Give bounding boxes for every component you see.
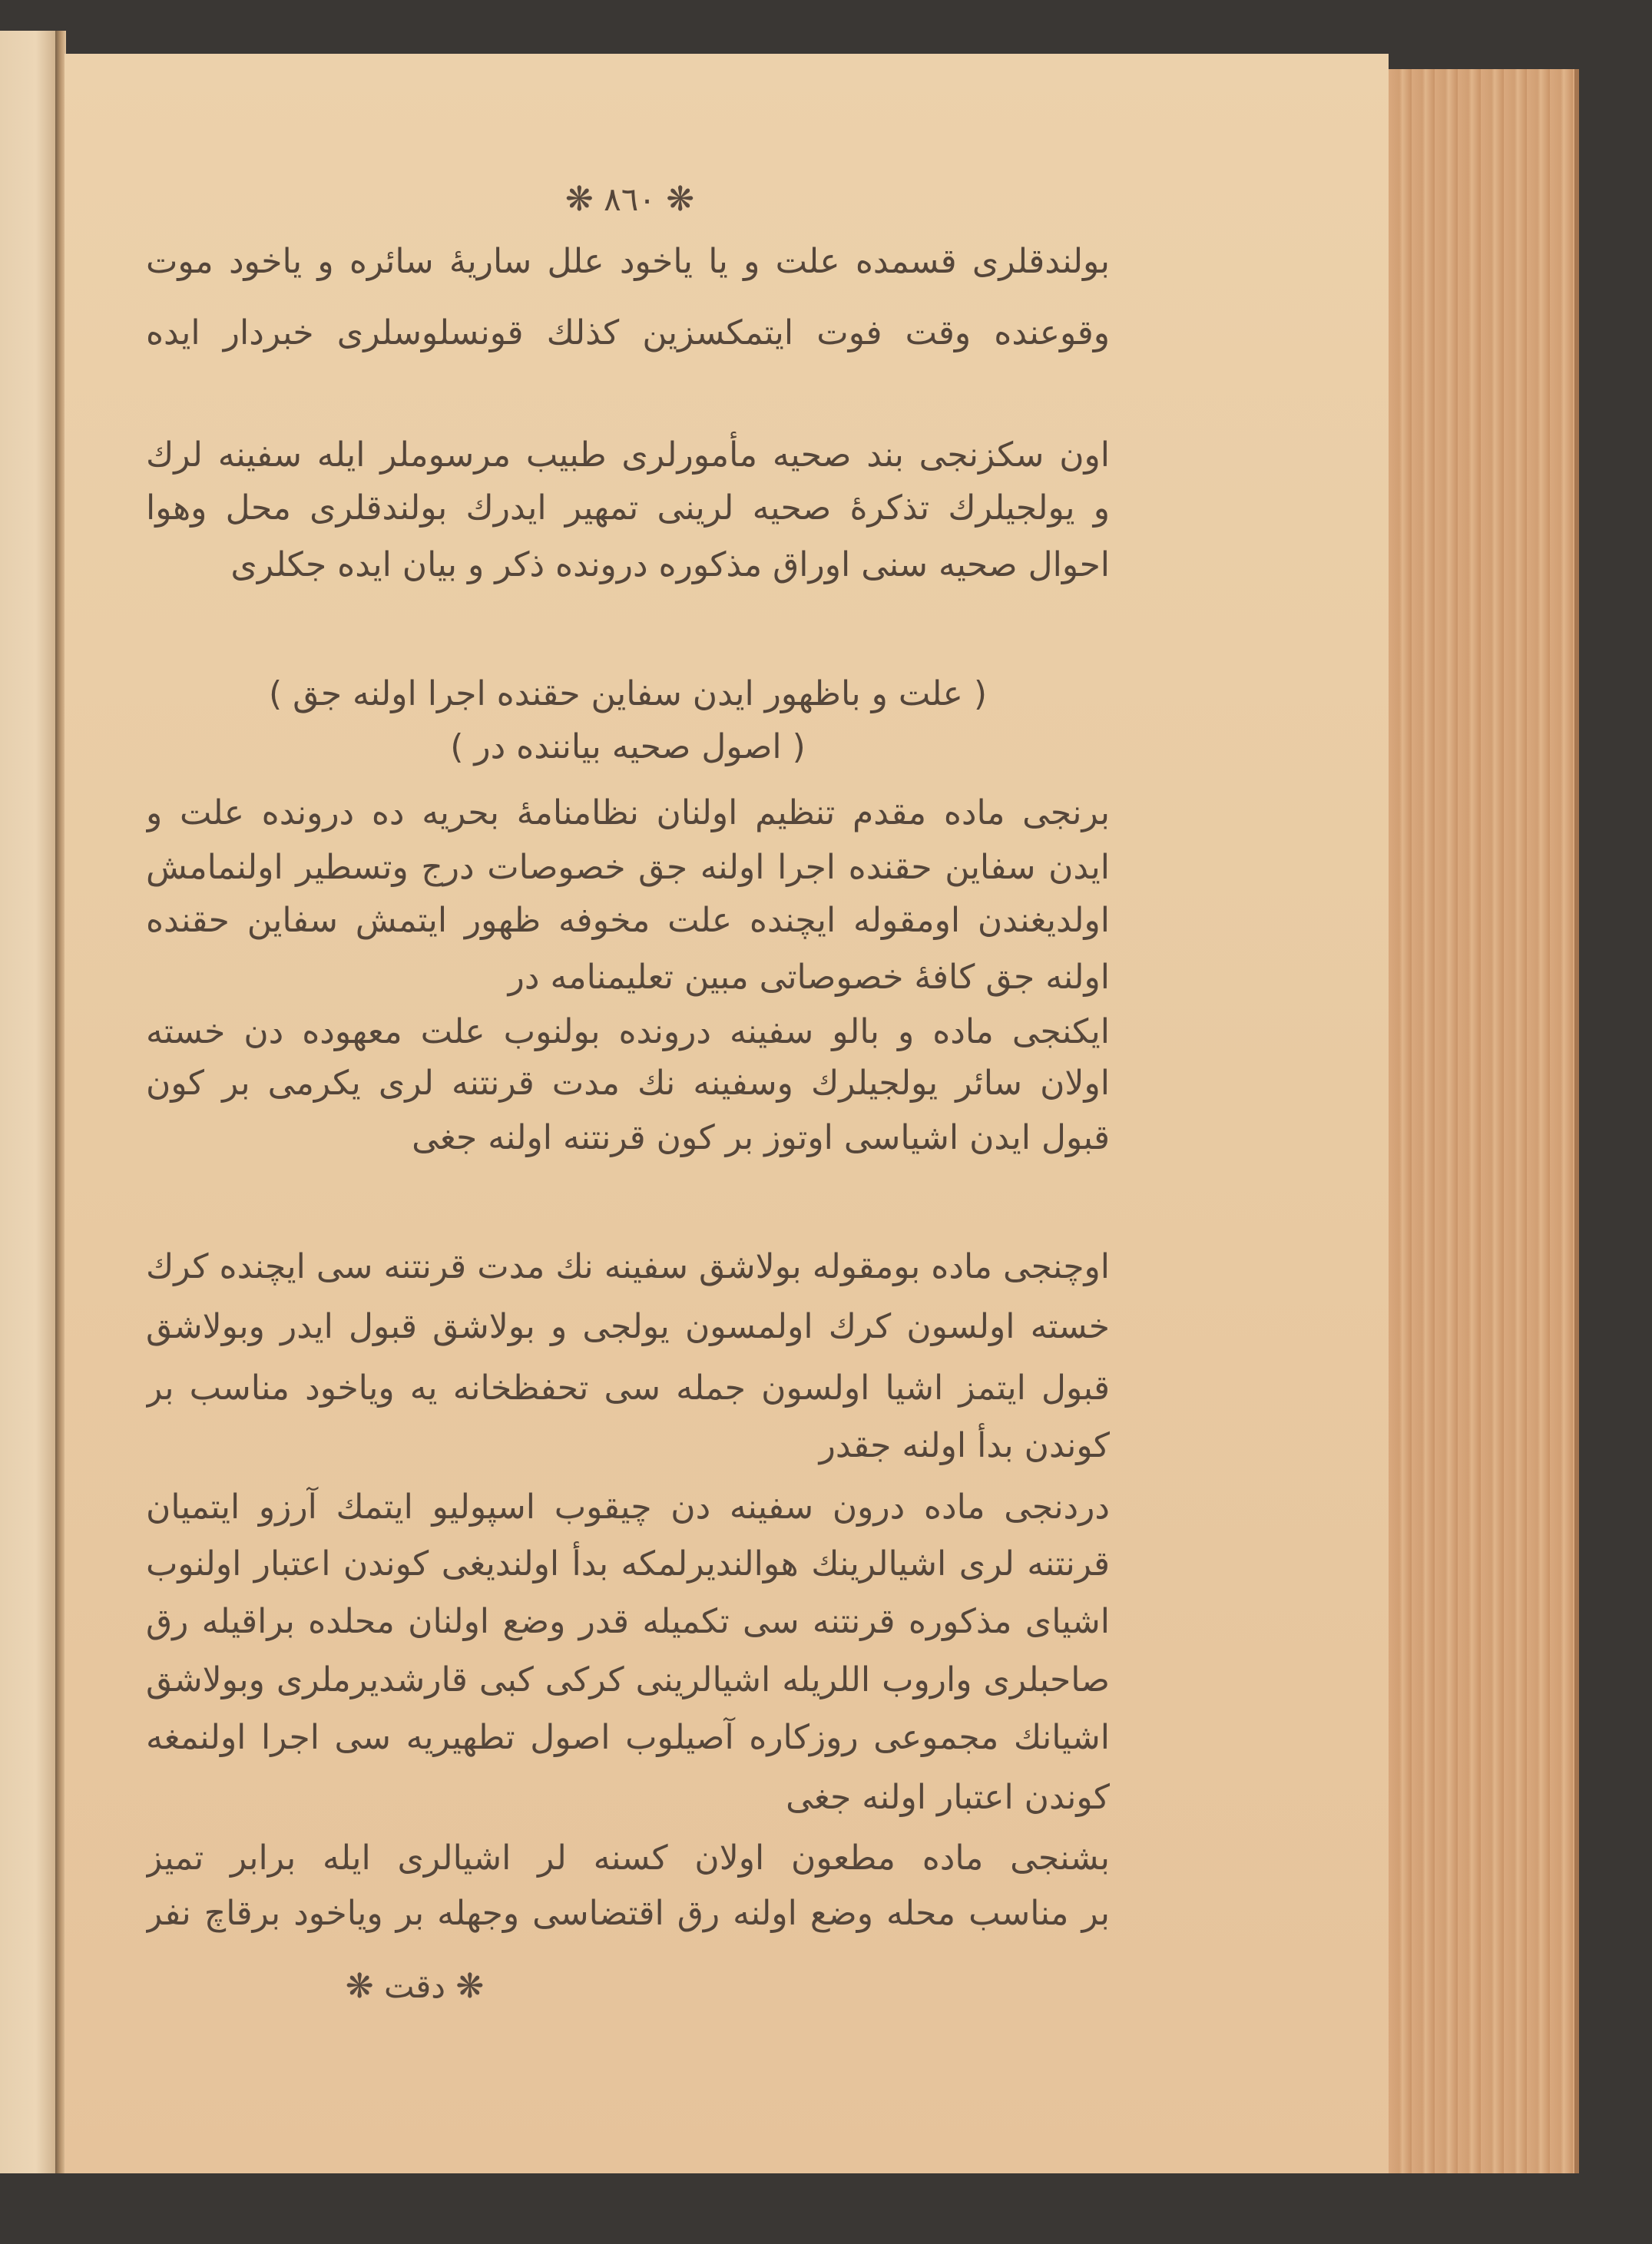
text-line: اولنه جق کافهٔ خصوصاتی مبین تعلیمنامه در <box>508 958 1110 997</box>
text-line: بر مناسب محله وضع اولنه رق اقتضاسی وجهله بر ویاخود برقاچ نفر <box>146 1894 1110 1933</box>
text-line: وقوعنده وقت فوت ایتمکسزین کذلك قونسلوسلری خبردار ایده <box>146 313 1110 352</box>
text-line: خسته اولسون کرك اولمسون یولجی و بولاشق قبول ایدر وبولاشق <box>146 1307 1110 1346</box>
text-line: احوال صحیه سنی اوراق مذکوره درونده ذکر و بیان ایده جکلری <box>230 545 1110 584</box>
text-line: اولدیغندن اومقوله ایچنده علت مخوفه ظهور ایتمش سفاین حقنده <box>146 901 1110 940</box>
text-line: قبول ایتمز اشیا اولسون جمله سی تحفظخانه یه ویاخود مناسب بر <box>146 1369 1110 1408</box>
page-header <box>553 173 707 227</box>
ornament-icon: ❋ <box>345 1967 374 2006</box>
text-line: ایدن سفاین حقنده اجرا اولنه جق خصوصات درج وتسطیر اولنمامش <box>146 848 1110 887</box>
text-line: اشیای مذکوره قرنتنه سی تکمیله قدر وضع اولنان محلده براقیله رق <box>146 1602 1110 1641</box>
text-line: کوندن اعتبار اولنه جغی <box>786 1778 1110 1817</box>
text-line: اولان سائر یولجیلرك وسفینه نك مدت قرنتنه لری یکرمی بر کون <box>146 1064 1110 1103</box>
text-line: قبول ایدن اشیاسی اوتوز بر کون قرنتنه اولنه جغی <box>412 1118 1110 1157</box>
section-heading: ( علت و باظهور ایدن سفاین حقنده اجرا اولنه جق ) <box>269 674 987 713</box>
text-line: قرنتنه لری اشیالرینك هوالندیرلمکه بدأ اولندیغی کوندن اعتبار اولنوب <box>146 1544 1110 1584</box>
section-heading: ( اصول صحیه بیاننده در ) <box>450 727 806 766</box>
facing-page-edge <box>0 31 60 2173</box>
text-line: بشنجی ماده مطعون اولان کسنه لر اشیالری ایله برابر تمیز <box>146 1839 1110 1878</box>
ornament-icon: ❋ <box>666 180 695 219</box>
text-line: دردنجی ماده درون سفینه دن چیقوب اسپولیو ایتمك آرزو ایتمیان <box>146 1488 1110 1527</box>
catchword <box>323 1960 507 2014</box>
text-line: اوچنجی ماده بومقوله بولاشق سفینه نك مدت قرنتنه سی ایچنده کرك <box>146 1247 1110 1286</box>
page-number: ٨٦٠ <box>604 180 656 218</box>
ornament-icon: ❋ <box>564 180 594 219</box>
text-line: ایکنجی ماده و بالو سفینه درونده بولنوب علت معهوده دن خسته <box>146 1012 1110 1051</box>
text-line: بولندقلری قسمده علت و یا یاخود علل ساریهٔ سائره و یاخود موت <box>146 242 1110 281</box>
text-line: کوندن بدأ اولنه جقدر <box>819 1426 1110 1465</box>
catchword-text: دقت <box>383 1968 446 2005</box>
text-line: برنجی ماده مقدم تنظیم اولنان نظامنامهٔ بحریه ده درونده علت و <box>146 793 1110 832</box>
text-line: اون سکزنجی بند صحیه مأمورلری طبیب مرسوملر ایله سفینه لرك <box>146 435 1110 475</box>
text-line: و یولجیلرك تذکرهٔ صحیه لرینی تمهیر ایدرك بولندقلری محل وهوا <box>146 488 1110 528</box>
text-line: صاحبلری واروب اللریله اشیالرینی کرکی کبی قارشدیرملری وبولاشق <box>146 1660 1110 1700</box>
ornament-icon: ❋ <box>455 1967 485 2006</box>
page-stack-edge <box>1389 69 1579 2173</box>
text-line: اشیانك مجموعی روزکاره آصیلوب اصول تطهیریه سی اجرا اولنمغه <box>146 1718 1110 1757</box>
